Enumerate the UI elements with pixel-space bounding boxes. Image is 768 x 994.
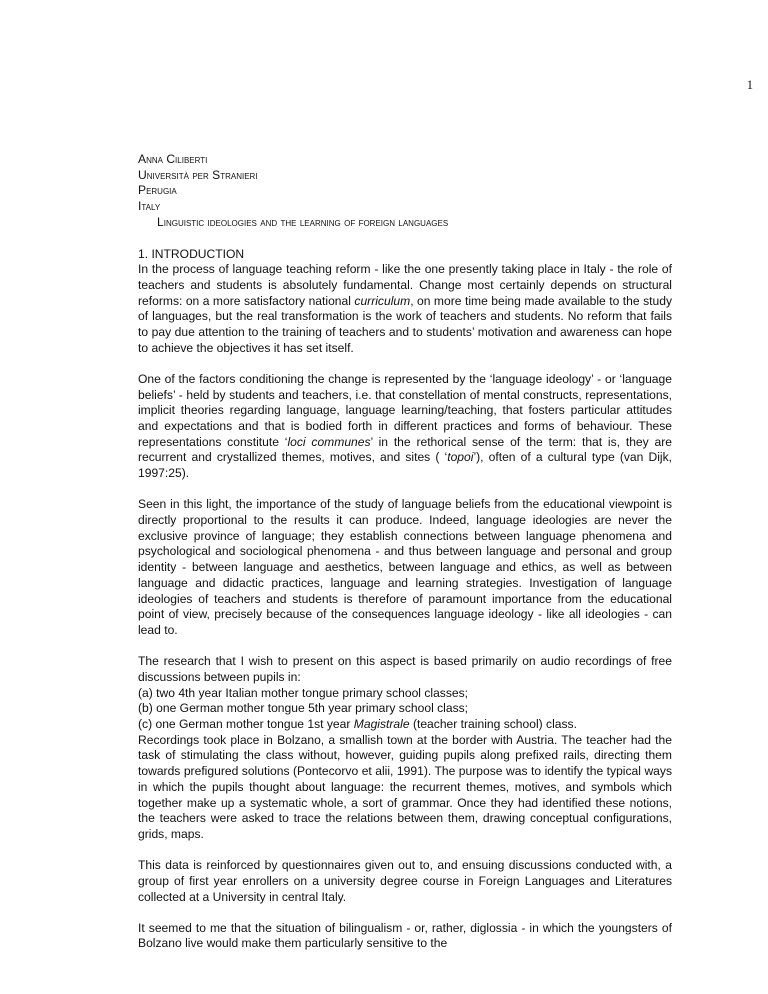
- p4-item-a: (a) two 4th year Italian mother tongue primary school classes;: [138, 685, 469, 700]
- p2-italic-topoi: topoi: [447, 450, 474, 465]
- p4-intro: The research that I wish to present on this aspect is based primarily on audio recordings of free discussions between pupils in:: [138, 654, 672, 684]
- paragraph-1: [138, 262, 672, 356]
- author-institution: Università per Stranieri: [138, 167, 258, 182]
- page-number: 1: [746, 78, 753, 92]
- paragraph-3: Seen in this light, the importance of the study of language beliefs from the educational viewpoint is directly proportional to the results it can produce. Indeed, language ideologies are never the exclusive province of language; they establish connections between language phenomena and psychological and sociological phenomena - and thus between language and personal and group identity - between language and aesthetics, between language and ethics, as well as between language and didactic practices, language and learning strategies. Investigation of language ideologies of teachers and students is therefore of paramount importance from the educational point of view, precisely because of the consequences language ideology - like all ideologies - can lead to.: [138, 497, 672, 637]
- p4-item-c-rest: (teacher training school) class.: [409, 717, 577, 731]
- p4-item-c: [138, 717, 672, 733]
- p2-text-e: ’), often of a cultural type (van Dijk, 1997:25).: [138, 450, 672, 481]
- document-body: [138, 152, 672, 968]
- p4-item-b: (b) one German mother tongue 5th year primary school class;: [138, 701, 469, 716]
- author-block: [138, 152, 672, 231]
- p2-text-c: ’ in the rethorical sense of the term: that is, they are recurrent and crystallized themes, motives, and sites ( ‘: [138, 434, 672, 465]
- paragraph-6: It seemed to me that the situation of bilingualism - or, rather, diglossia - in which the youngsters of Bolzano live would make them particularly sensitive to the: [138, 920, 672, 951]
- p4-rest: Recordings took place in Bolzano, a smallish town at the border with Austria. The teacher had the task of stimulating the class without, however, guiding pupils along prefixed rails, directing them towards prefigured solutions (Pontecorvo et alii, 1991). The purpose was to identify the typical ways in which the pupils thought about language: the recurrent themes, motives, and symbols which together make up a systematic whole, a sort of grammar. Once they had identified these notions, the teachers were asked to trace the relations between them, drawing conceptual configurations, grids, maps.: [138, 732, 672, 841]
- p1-text-c: , on more time being made available to the study of languages, but the real transformation is the work of teachers and students. No reform that fails to pay due attention to the training of teachers and to students’ motivation and awareness can hope to achieve the objectives it has set itself.: [138, 293, 672, 355]
- author-city: Perugia: [138, 183, 177, 198]
- p4-item-c-text: (c) one German mother tongue 1st year: [138, 717, 354, 731]
- author-country: Italy: [138, 199, 161, 214]
- p4-item-c-italic: Magistrale: [353, 717, 410, 731]
- p2-text-a: One of the factors conditioning the change is represented by the ‘language ideology’ - or ‘language beliefs’ - held by students and teachers, i.e. that constellation of mental constructs, representations, implicit theories regarding language, language learning/teaching, that fosters particular attitudes and expectations and that is bodied forth in different practices and forms of behaviour. These representations constitute ‘: [138, 371, 672, 449]
- p2-italic-loci: loci communes: [287, 434, 371, 449]
- paragraph-2: [138, 372, 672, 482]
- p1-text-a: In the process of language teaching reform - like the one presently taking place in Italy - the role of teachers and students is absolutely fundamental. Change most certainly depends on structural reforms: on a more satisfactory national: [138, 262, 672, 308]
- paragraph-4: [138, 654, 672, 842]
- paragraph-5: This data is reinforced by questionnaires given out to, and ensuing discussions conducted with, a group of first year enrollers on a university degree course in Foreign Languages and Literatures collected at a University in central Italy.: [138, 858, 672, 904]
- paper-title: Linguistic ideologies and the learning of foreign languages: [157, 214, 449, 229]
- author-name: Anna Ciliberti: [138, 152, 208, 166]
- p1-italic-curriculum: curriculum: [354, 293, 411, 308]
- section-heading: 1. INTRODUCTION: [138, 246, 245, 261]
